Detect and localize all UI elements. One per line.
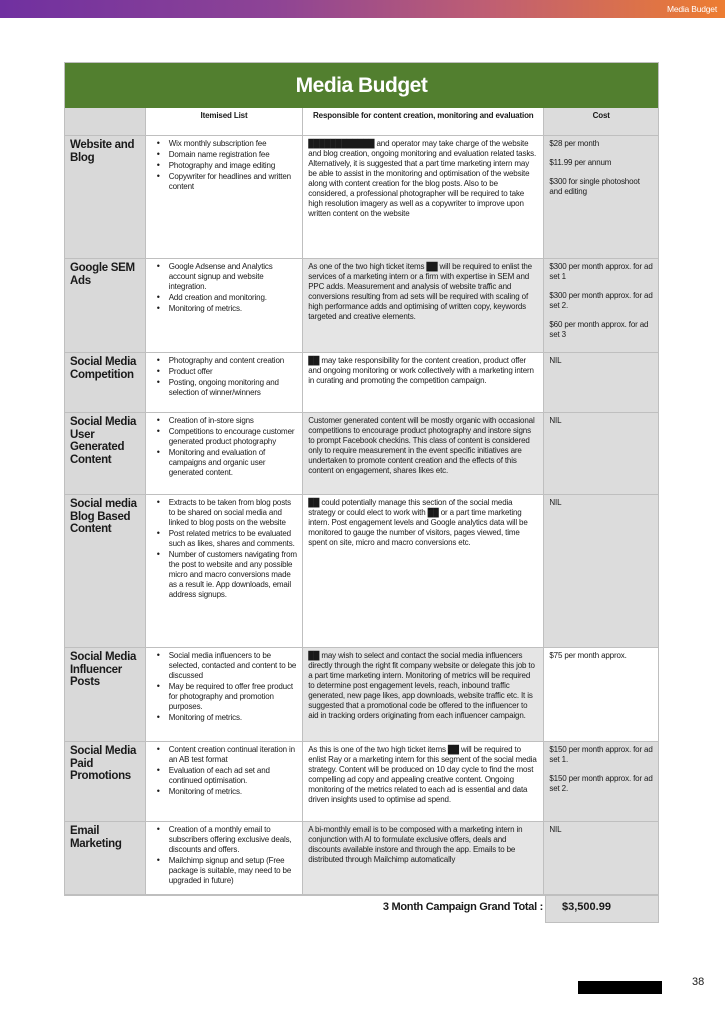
itemised-list-item: • Copywriter for headlines and written content [157, 172, 297, 192]
header-itemised-list: Itemised List [146, 108, 303, 136]
itemised-list-item: • Monitoring of metrics. [157, 787, 297, 797]
row-category: Website and Blog [65, 136, 146, 259]
row-category: Social Media Paid Promotions [65, 742, 146, 822]
itemised-list-item: • Competitions to encourage customer generated product photography [157, 427, 297, 447]
banner-title: Media Budget [666, 4, 717, 14]
itemised-list-item: • Evaluation of each ad set and continued optimisation. [157, 766, 297, 786]
cost-line: $300 for single photoshoot and editing [549, 177, 640, 196]
cost-line: $150 per month approx. for ad set 2. [549, 774, 653, 793]
row-cost [544, 353, 658, 413]
itemised-list-item: • Monitoring of metrics. [157, 304, 297, 314]
itemised-list-item: • Post related metrics to be evaluated such as likes, shares and comments. [157, 529, 297, 549]
cost-line: NIL [549, 825, 562, 834]
row-responsible-text: ████████████ and operator may take charge of the website and blog creation, ongoing monitoring and evaluation related tasks. Alternatively, it is suggested that a part time marketing intern may be able to assist in the monitoring and optimisation of the website along with content creation for the blog posts. Also to be considered, a professional photographer will be required to take high resolution imagery as well as a copywriter to improve upon written content on the website [303, 136, 544, 259]
table-row [65, 413, 658, 495]
row-itemised-list [146, 648, 303, 742]
row-itemised-list [146, 259, 303, 353]
itemised-list-item: • Photography and image editing [157, 161, 297, 171]
grand-total-value: $3,500.99 [545, 896, 659, 923]
cost-line: $11.99 per annum [549, 158, 612, 167]
table-main [64, 62, 659, 896]
row-responsible-text: As one of the two high ticket items ██ will be required to enlist the services of a marketing intern or a firm with expertise in SEM and PPC adds. Measurement and analysis of website traffic and conversions resulting from ad sets will be required with scaling of high performance adds and optimising of written copy, keywords targeted and creative elements. [303, 259, 544, 353]
row-responsible-text: As this is one of the two high ticket items ██ will be required to enlist Ray or a marketing intern for this segment of the social media strategy. Content will be produced on 10 day cycle to find the most compelling ad copy and appealing creative content. Ongoing monitoring of the metrics related to each ad is essential and data driven insights used to optimise ad spend. [303, 742, 544, 822]
footer-redaction-bar [578, 981, 662, 994]
table-row [65, 495, 658, 648]
itemised-list-item: • Posting, ongoing monitoring and selection of winner/winners [157, 378, 297, 398]
page-number: 38 [692, 976, 705, 988]
row-responsible-text: ██ may take responsibility for the content creation, product offer and ongoing monitoring or work collectively with a marketing intern in curating and promoting the competition campaign. [303, 353, 544, 413]
cost-line: NIL [549, 498, 562, 507]
grand-total-row [64, 896, 659, 923]
cost-line: NIL [549, 416, 562, 425]
row-cost [544, 259, 658, 353]
row-itemised-list [146, 413, 303, 495]
grand-total-label: 3 Month Campaign Grand Total : [382, 901, 543, 913]
itemised-list-item: • Mailchimp signup and setup (Free package is suitable, may need to be upgraded in future) [157, 856, 297, 886]
table-title: Media Budget [65, 63, 658, 108]
row-category: Email Marketing [65, 822, 146, 895]
row-category: Social Media Influencer Posts [65, 648, 146, 742]
row-cost [544, 822, 658, 895]
table-row [65, 136, 658, 259]
itemised-list-item: • Photography and content creation [157, 356, 297, 366]
row-cost [544, 648, 658, 742]
table-row [65, 648, 658, 742]
itemised-list-item: • Monitoring and evaluation of campaigns and organic user generated content. [157, 448, 297, 478]
row-itemised-list [146, 822, 303, 895]
row-responsible-text: ██ may wish to select and contact the social media influencers directly through the right fit company website or delegate this job to a part time marketing intern. Monitoring of metrics will be required to determine post engagement levels, reach, inbound traffic generated, new page likes, app downloads, website traffic etc. It is suggested that a promotional code be offered to the influencer to aid in tracking orders originating from each influencer campaign. [303, 648, 544, 742]
row-category: Social Media Competition [65, 353, 146, 413]
itemised-list-item: • Extracts to be taken from blog posts to be shared on social media and linked to blog posts on the website [157, 498, 297, 528]
header-category [65, 108, 146, 136]
row-itemised-list [146, 742, 303, 822]
row-category: Google SEM Ads [65, 259, 146, 353]
table-row [65, 353, 658, 413]
cost-line: $28 per month [549, 139, 600, 148]
row-cost [544, 136, 658, 259]
grand-total-spacer [64, 896, 303, 923]
itemised-list-item: • Creation of in-store signs [157, 416, 297, 426]
row-itemised-list [146, 495, 303, 648]
row-cost [544, 742, 658, 822]
row-itemised-list [146, 353, 303, 413]
row-cost [544, 495, 658, 648]
row-cost [544, 413, 658, 495]
itemised-list-item: • Monitoring of metrics. [157, 713, 297, 723]
table-rows [65, 136, 658, 895]
header-cost: Cost [544, 108, 658, 136]
table-row [65, 259, 658, 353]
itemised-list-item: • Add creation and monitoring. [157, 293, 297, 303]
row-responsible-text: Customer generated content will be mostly organic with occasional competitions to encourage product photography and instore signs to prompt Facebook checkins. This class of content is considered only to require measurement in the event specific initiatives are undertaken to promote content creation and the effects of this content on engagement, shares likes etc. [303, 413, 544, 495]
header-responsible: Responsible for content creation, monitoring and evaluation [303, 108, 544, 136]
table-row [65, 822, 658, 895]
row-category: Social media Blog Based Content [65, 495, 146, 648]
cost-line: $60 per month approx. for ad set 3 [549, 320, 649, 339]
row-category: Social Media User Generated Content [65, 413, 146, 495]
itemised-list-item: • Number of customers navigating from the post to website and any possible micro and macro conversions made as a result ie. App downloads, email address signups. [157, 550, 297, 600]
itemised-list-item: • Creation of a monthly email to subscribers offering exclusive deals, discounts and offers. [157, 825, 297, 855]
media-budget-table [64, 62, 659, 923]
top-banner [0, 0, 725, 18]
cost-line: $300 per month approx. for ad set 1 [549, 262, 653, 281]
cost-line: $300 per month approx. for ad set 2. [549, 291, 653, 310]
itemised-list-item: • May be required to offer free product for photography and promotion purposes. [157, 682, 297, 712]
itemised-list-item: • Domain name registration fee [157, 150, 297, 160]
itemised-list-item: • Content creation continual iteration in an AB test format [157, 745, 297, 765]
itemised-list-item: • Google Adsense and Analytics account signup and website integration. [157, 262, 297, 292]
itemised-list-item: • Wix monthly subscription fee [157, 139, 297, 149]
itemised-list-item: • Product offer [157, 367, 297, 377]
cost-line: $150 per month approx. for ad set 1. [549, 745, 653, 764]
row-itemised-list [146, 136, 303, 259]
row-responsible-text: ██ could potentially manage this section of the social media strategy or could elect to work with ██ or a part time marketing intern. Post engagement levels and Google analytics data will be monitored to gauge the number of visitors, pages viewed, time spent on site, micro and macro conversions etc. [303, 495, 544, 648]
table-header-row [65, 108, 658, 136]
cost-line: NIL [549, 356, 562, 365]
row-responsible-text: A bi-monthly email is to be composed with a marketing intern in conjunction with AI to formulate exclusive offers, deals and discounts available instore and through the app. Emails to be distributed through Mailchimp automatically [303, 822, 544, 895]
table-row [65, 742, 658, 822]
cost-line: $75 per month approx. [549, 651, 627, 660]
itemised-list-item: • Social media influencers to be selected, contacted and content to be discussed [157, 651, 297, 681]
